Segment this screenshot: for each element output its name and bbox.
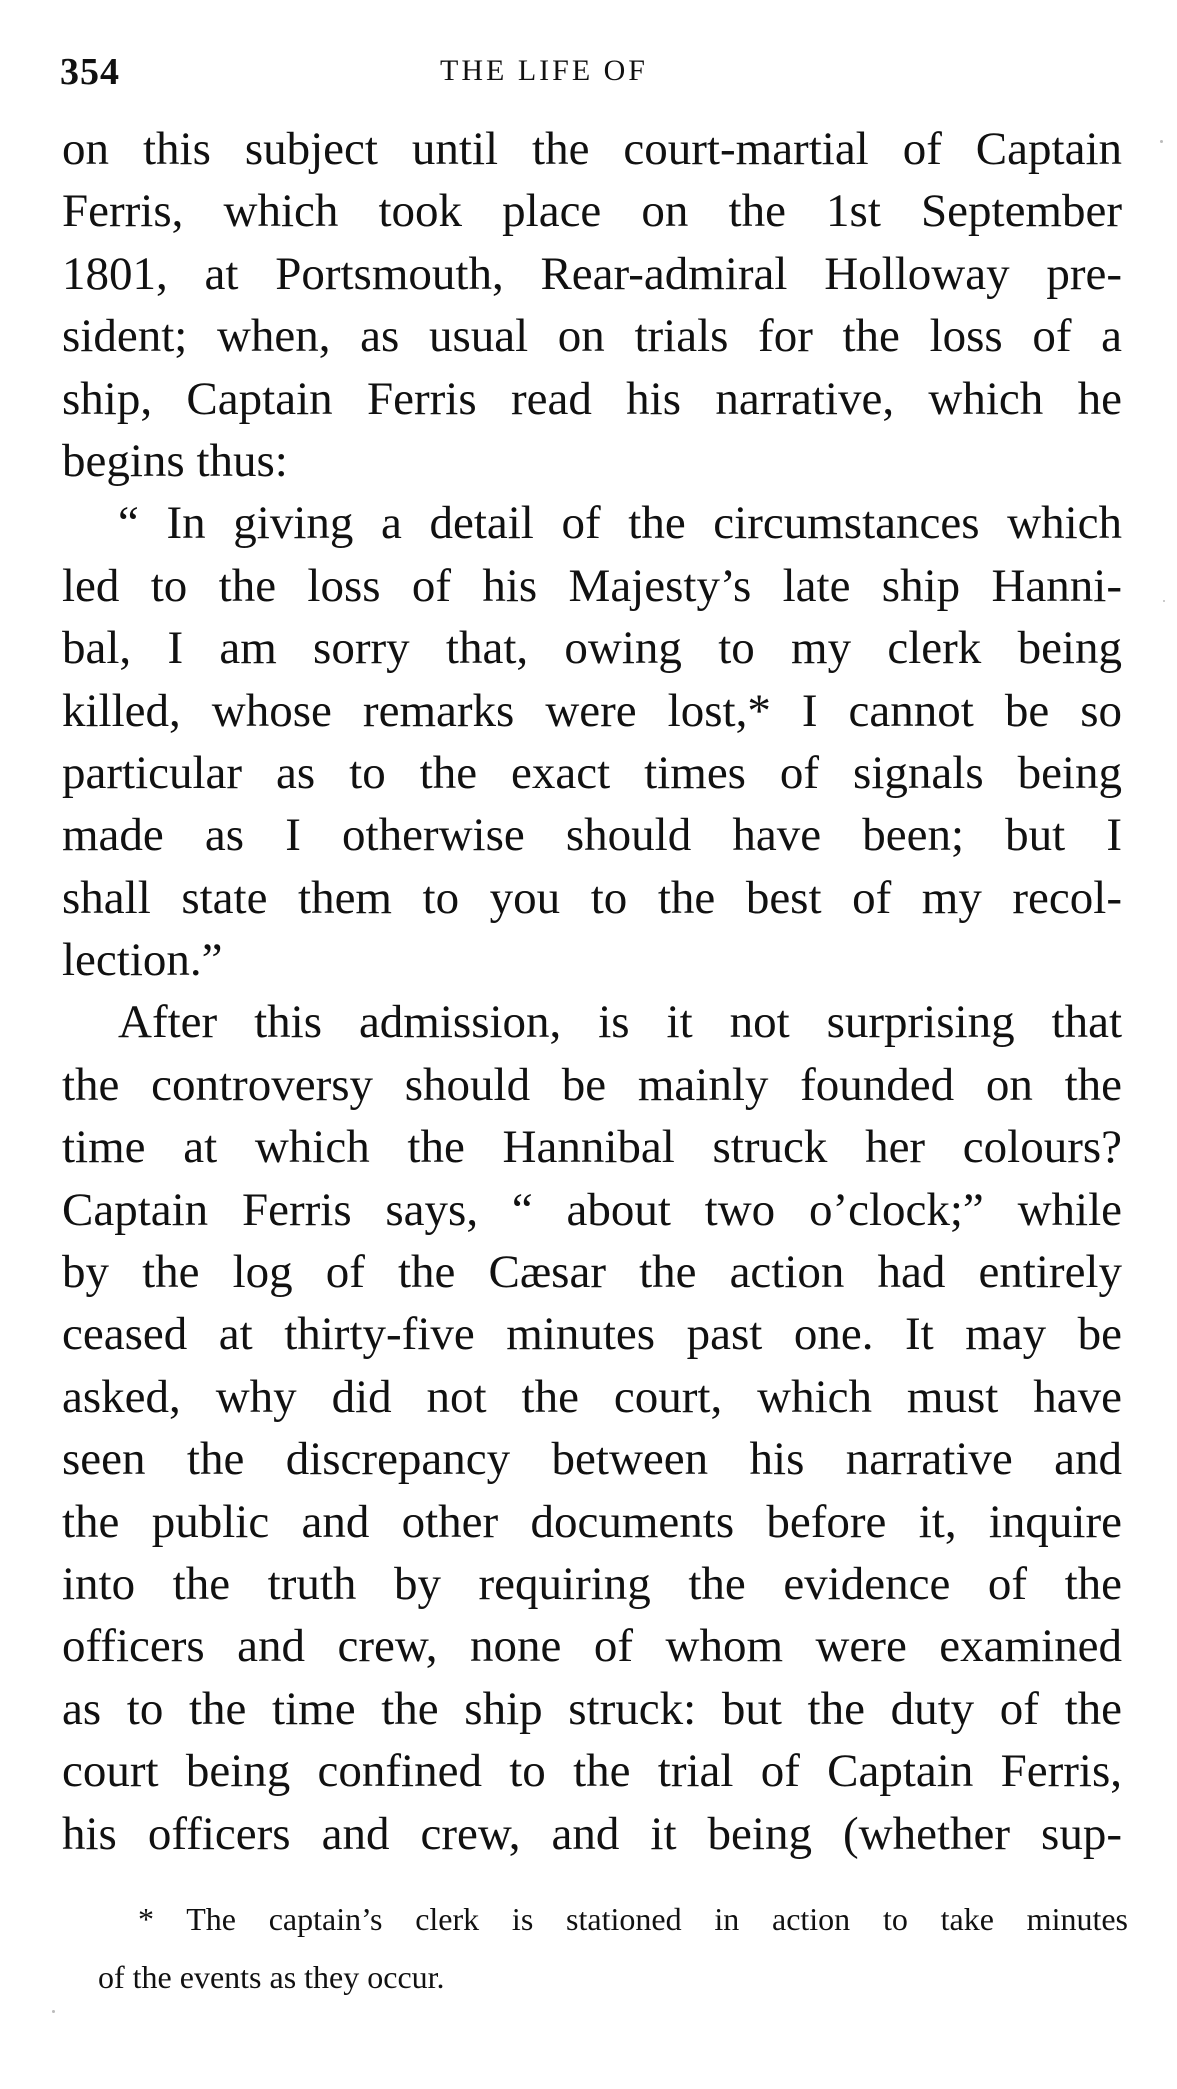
running-head [60, 50, 1120, 100]
text-line: by the log of the Cæsar the action had entirely [62, 1246, 1122, 1299]
text-line: “ In giving a detail of the circumstances which [118, 497, 1122, 550]
text-line: 1801, at Portsmouth, Rear-admiral Holloway pre- [62, 247, 1122, 300]
text-line: Captain Ferris says, “ about two o’clock;” while [62, 1183, 1122, 1236]
text-line: into the truth by requiring the evidence of the [62, 1557, 1122, 1610]
paper-speck [1163, 600, 1165, 602]
footnote-line: * The captain’s clerk is stationed in action to take minutes [138, 1901, 1128, 1937]
text-line: begins thus: [62, 434, 288, 487]
text-line: seen the discrepancy between his narrative and [62, 1433, 1122, 1486]
body-text [62, 118, 1122, 1865]
text-line: sident; when, as usual on trials for the loss of a [62, 310, 1122, 363]
text-line: made as I otherwise should have been; but I [62, 809, 1122, 862]
text-line: After this admission, is it not surprising that [118, 996, 1122, 1049]
footnote [98, 1890, 1128, 2006]
text-line: the public and other documents before it, inquire [62, 1495, 1122, 1548]
text-line: ceased at thirty-five minutes past one. It may be [62, 1308, 1122, 1361]
text-line: ship, Captain Ferris read his narrative, which he [62, 372, 1122, 425]
text-line: his officers and crew, and it being (whether sup- [62, 1807, 1122, 1860]
text-line: asked, why did not the court, which must have [62, 1370, 1122, 1423]
text-line: as to the time the ship struck: but the duty of the [62, 1682, 1122, 1735]
text-line: shall state them to you to the best of my recol- [62, 871, 1122, 924]
running-title: THE LIFE OF [440, 54, 648, 87]
text-line: particular as to the exact times of signals being [62, 746, 1122, 799]
paper-speck [52, 2010, 55, 2013]
text-line: bal, I am sorry that, owing to my clerk being [62, 622, 1122, 675]
text-line: officers and crew, none of whom were examined [62, 1620, 1122, 1673]
page-number: 354 [60, 51, 120, 93]
text-line: the controversy should be mainly founded on the [62, 1058, 1122, 1111]
text-line: lection.” [62, 934, 223, 987]
text-line: court being confined to the trial of Captain Ferris, [62, 1745, 1122, 1798]
text-line: time at which the Hannibal struck her colours? [62, 1121, 1122, 1174]
text-line: killed, whose remarks were lost,* I cannot be so [62, 684, 1122, 737]
text-line: led to the loss of his Majesty’s late ship Hanni- [62, 559, 1122, 612]
paper-speck [1160, 140, 1163, 143]
footnote-line: of the events as they occur. [98, 1959, 445, 1995]
text-line: Ferris, which took place on the 1st September [62, 185, 1122, 238]
text-line: on this subject until the court-martial of Captain [62, 123, 1122, 175]
